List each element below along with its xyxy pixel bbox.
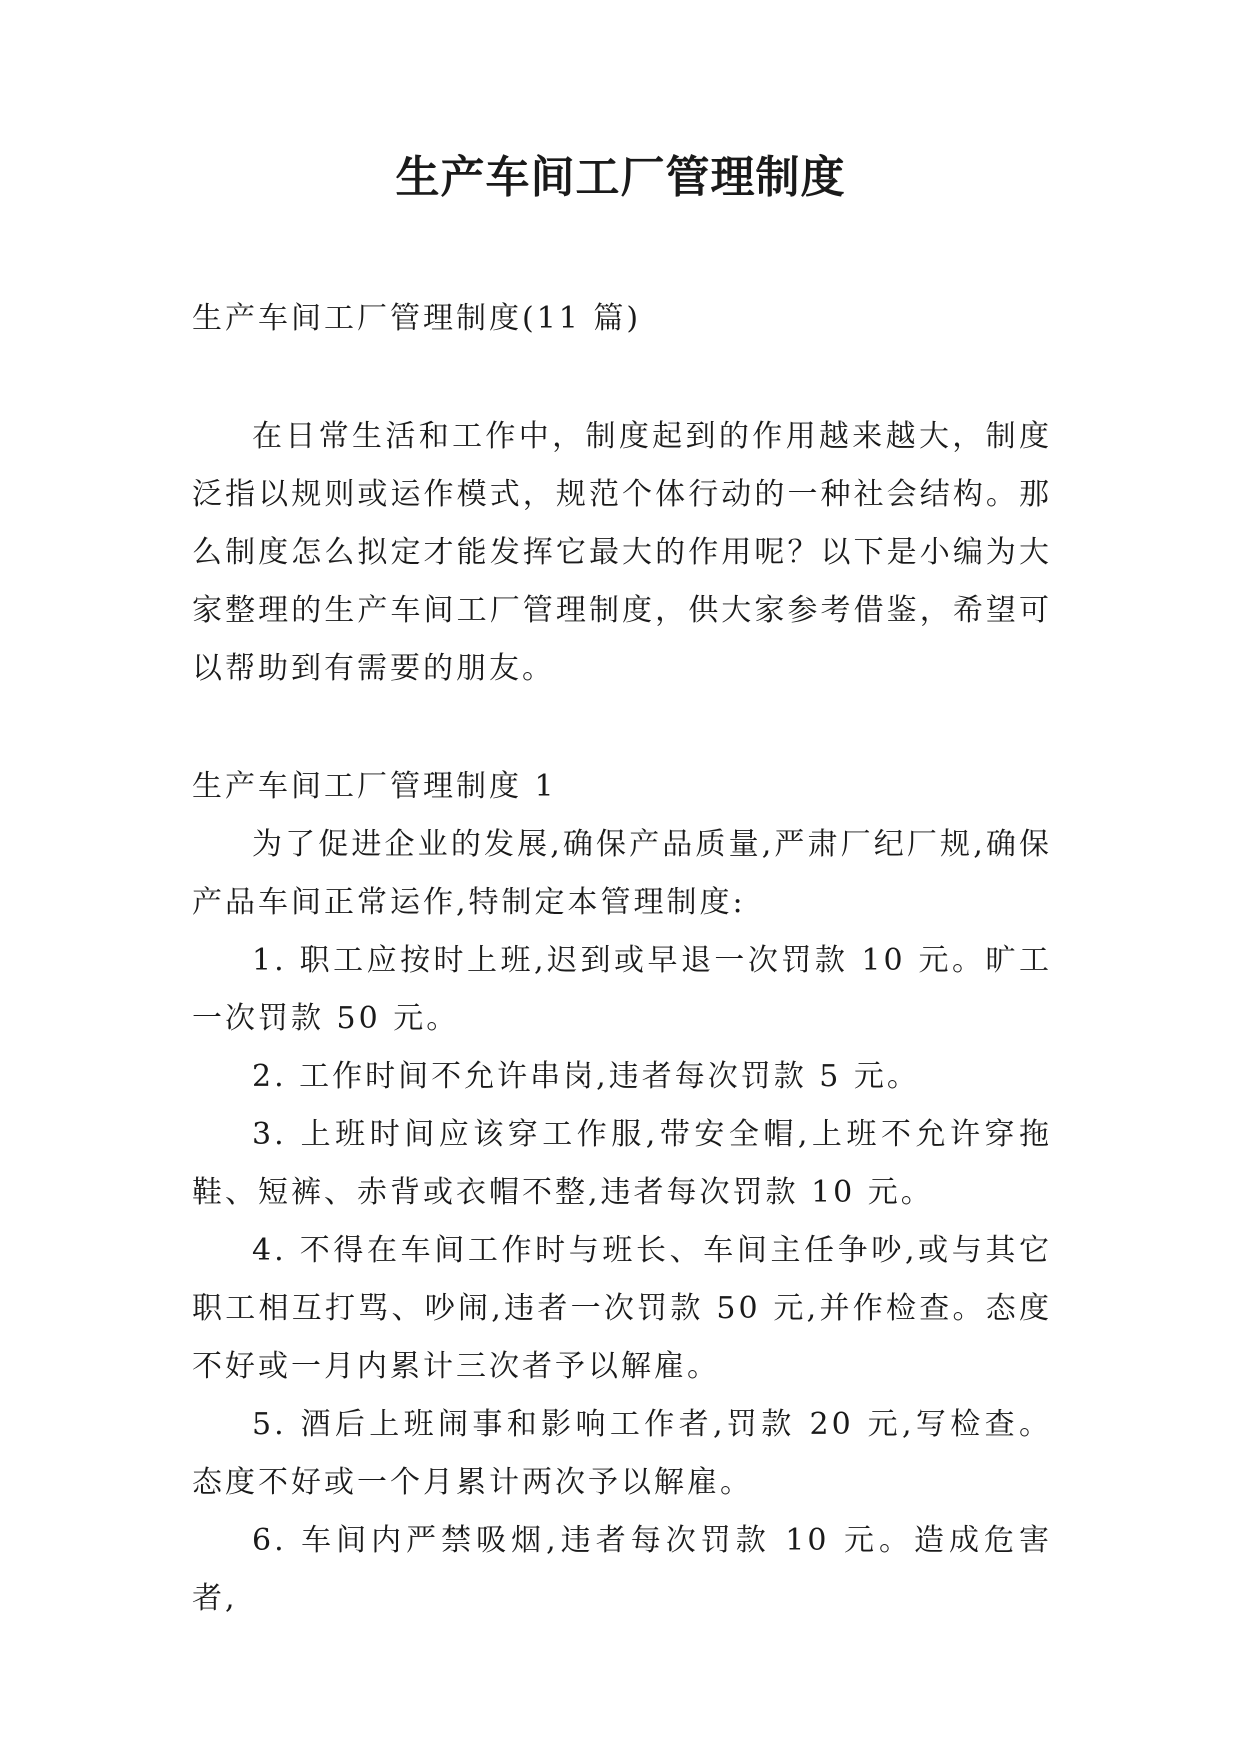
document-body bbox=[192, 290, 1052, 1628]
rule-item: 4. 不得在车间工作时与班长、车间主任争吵,或与其它职工相互打骂、吵闹,违者一次罚款 50 元,并作检查。态度不好或一月内累计三次者予以解雇。 bbox=[192, 1233, 1052, 1384]
rule-item: 6. 车间内严禁吸烟,违者每次罚款 10 元。造成危害者, bbox=[192, 1523, 1052, 1616]
intro-paragraph: 在日常生活和工作中，制度起到的作用越来越大，制度泛指以规则或运作模式，规范个体行动的一种社会结构。那么制度怎么拟定才能发挥它最大的作用呢？以下是小编为大家整理的生产车间工厂管理制度，供大家参考借鉴，希望可以帮助到有需要的朋友。 bbox=[192, 419, 1052, 686]
rule-item: 3. 上班时间应该穿工作服,带安全帽,上班不允许穿拖鞋、短裤、赤背或衣帽不整,违者每次罚款 10 元。 bbox=[192, 1117, 1052, 1210]
document-subtitle: 生产车间工厂管理制度(11 篇) bbox=[192, 301, 642, 336]
section-intro-paragraph: 为了促进企业的发展,确保产品质量,严肃厂纪厂规,确保产品车间正常运作,特制定本管理制度: bbox=[192, 827, 1052, 920]
rule-item: 2. 工作时间不允许串岗,违者每次罚款 5 元。 bbox=[252, 1059, 920, 1094]
rule-item: 5. 酒后上班闹事和影响工作者,罚款 20 元,写检查。态度不好或一个月累计两次予以解雇。 bbox=[192, 1407, 1052, 1500]
rule-item: 1. 职工应按时上班,迟到或早退一次罚款 10 元。旷工一次罚款 50 元。 bbox=[192, 943, 1052, 1036]
document-title: 生产车间工厂管理制度 bbox=[395, 152, 846, 203]
spacer bbox=[192, 348, 1052, 408]
spacer bbox=[192, 698, 1052, 758]
section-heading: 生产车间工厂管理制度 1 bbox=[192, 769, 557, 804]
